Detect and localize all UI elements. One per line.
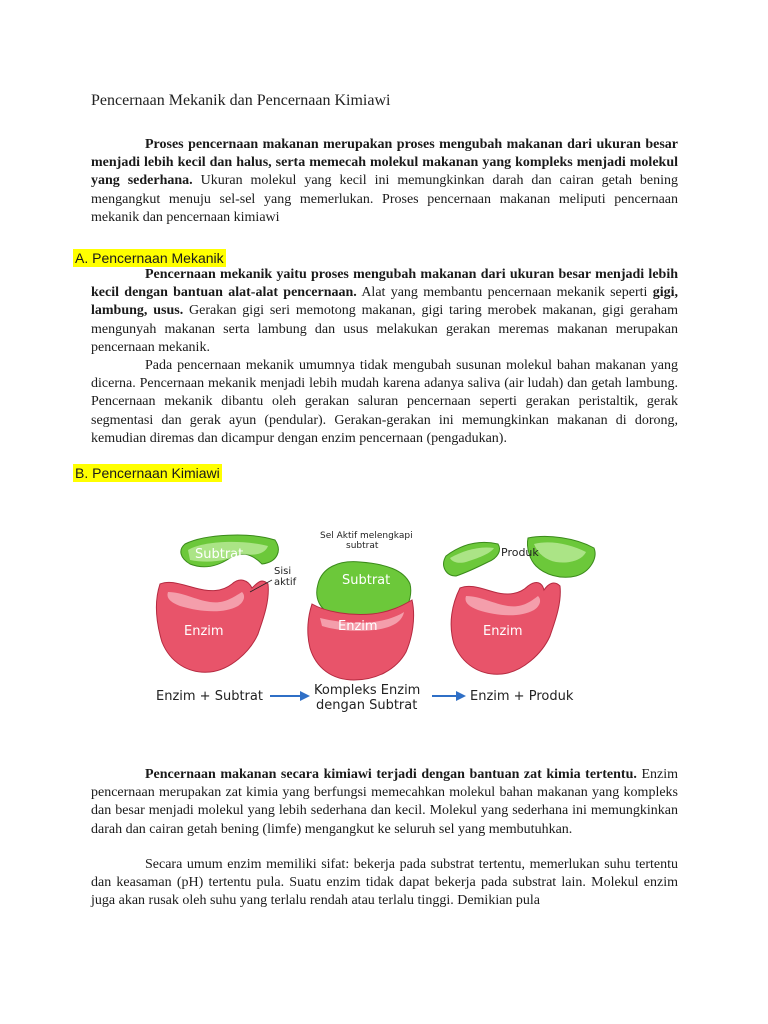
section-b-p1-text: Enzim pencernaan merupakan zat kimia yang berfungsi memecahkan molekul bahan makanan yang kompleks dan besar menjadi molekul yang lebih sederhana dan kecil. Molekul yang sederhana ini memungkinkan darah dan cairan getah bening (limfe) mengangkut ke seluruh sel yang membutuhkan. — [91, 767, 678, 837]
produk-label: Produk — [501, 546, 539, 559]
section-a-p1-text1: Alat yang membantu pencernaan mekanik seperti — [356, 285, 653, 301]
enzyme-label: Enzim — [184, 624, 224, 639]
section-b-p2-text: Secara umum enzim memiliki sifat: bekerja pada substrat tertentu, memerlukan suhu tertentu dan keasaman (pH) tertentu pula. Suatu enzim tidak dapat bekerja pada substrat lain. Molekul enzim juga akan rusak oleh suhu yang terlalu rendah atau terlalu tinggi. Demikian pula — [91, 857, 678, 909]
stage-3-group — [444, 536, 595, 674]
section-a-paragraph-2 — [91, 357, 678, 448]
sisi-aktif-label-2: aktif — [274, 577, 297, 588]
caption-kompleks-1: Kompleks Enzim — [314, 683, 421, 698]
section-a-heading: A. Pencernaan Mekanik — [75, 250, 224, 266]
section-a-paragraph-1 — [91, 266, 678, 357]
sel-aktif-label-1: Sel Aktif melengkapi — [320, 531, 413, 541]
section-b-paragraph-2 — [91, 856, 678, 911]
section-b-paragraph-1 — [91, 766, 678, 839]
section-a-p2-text: Pada pencernaan mekanik umumnya tidak mengubah susunan molekul bahan makanan yang dicerna. Pencernaan mekanik menjadi lebih mudah karena adanya saliva (air ludah) dan getah lambung. Pencernaan mekanik dibantu oleh gerakan saluran pencernaan seperti gerakan peristaltik, gerak segmentasi dan gerak ayun (pendular). Gerakan-gerakan ini memungkinkan makanan di dorong, kemudian diremas dan dicampur dengan enzim pencernaan (pengadukan). — [91, 358, 678, 446]
intro-bold: Proses pencernaan makanan merupakan proses mengubah makanan dari ukuran besar menjadi lebih kecil dan halus, serta memecah molekul makanan yang kompleks menjadi molekul yang sederhana. — [91, 137, 678, 189]
free-enzyme-label: Enzim — [483, 624, 523, 639]
caption-enzim-produk: Enzim + Produk — [470, 689, 574, 704]
section-a-p1-text2: Gerakan gigi seri memotong makanan, gigi taring merobek makanan, gigi geraham mengunyah makanan serta lambung dan usus melakukan gerakan meremas makanan merupakan pencernaan mekanik. — [91, 303, 678, 355]
sisi-aktif-label-1: Sisi — [274, 566, 292, 577]
intro-paragraph — [91, 136, 678, 227]
caption-kompleks-2: dengan Subtrat — [316, 698, 418, 713]
substrate-label: Subtrat — [195, 547, 244, 562]
section-a-p1-bold2: gigi, lambung, usus. — [91, 285, 678, 319]
arrow-1-head — [300, 691, 310, 701]
sel-aktif-label-2: subtrat — [346, 541, 379, 551]
stage-2-group — [308, 531, 414, 680]
section-b-heading: B. Pencernaan Kimiawi — [75, 465, 220, 481]
intro-text: Ukuran molekul yang kecil ini memungkinkan darah dan cairan getah bening mengangkut menuju sel-sel yang memerlukan. Proses pencernaan makanan meliputi pencernaan mekanik dan pencernaan kimiawi — [91, 173, 678, 225]
caption-enzim-subtrat: Enzim + Subtrat — [156, 689, 263, 704]
arrow-2-head — [456, 691, 466, 701]
document-title: Pencernaan Mekanik dan Pencernaan Kimiawi — [91, 92, 391, 109]
section-a-p1-bold: Pencernaan mekanik yaitu proses mengubah makanan dari ukuran besar menjadi lebih kecil dengan bantuan alat-alat pencernaan. — [91, 267, 678, 301]
enzyme-substrate-diagram — [150, 522, 622, 722]
complex-enzyme-label: Enzim — [338, 619, 378, 634]
section-b-p1-bold: Pencernaan makanan secara kimiawi terjadi dengan bantuan zat kimia tertentu. — [145, 767, 637, 782]
complex-substrate-label: Subtrat — [342, 573, 391, 588]
stage-1-group — [156, 535, 296, 672]
